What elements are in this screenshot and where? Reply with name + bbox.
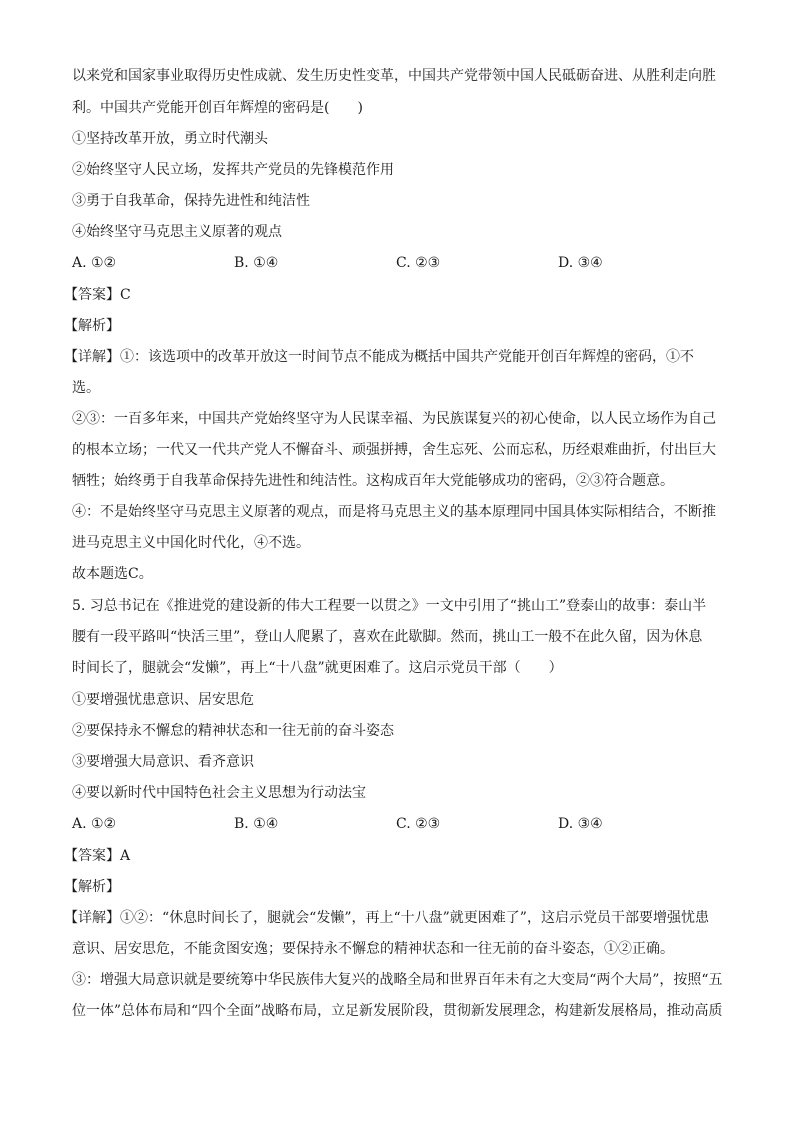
q5-option-d: D. ③④ (558, 816, 603, 832)
q4-item: ③勇于自我革命，保持先进性和纯洁性 (72, 193, 310, 209)
q4-detail-line: 选。 (72, 380, 100, 396)
q5-item: ③要增强大局意识、看齐意识 (72, 754, 254, 770)
q5-item: ①要增强忧患意识、居安思危 (72, 692, 254, 708)
q4-detail-line: 进马克思主义中国化时代化，④不选。 (72, 535, 310, 551)
q4-detail-line: ②③：一百多年来，中国共产党始终坚守为人民谋幸福、为民族谋复兴的初心使命，以人民立场作为自己 (72, 411, 716, 427)
q4-detail-line: 的根本立场；一代又一代共产党人不懈奋斗、顽强拼搏，舍生忘死、公而忘私，历经艰难曲折，付出巨大 (72, 442, 716, 458)
q5-stem-line: 时间长了，腿就会“发懒”，再上“十八盘”就更困难了。这启示党员干部（ ） (72, 660, 563, 676)
q5-detail-line: 位一体”总体布局和“四个全面”战略布局，立足新发展阶段，贯彻新发展理念，构建新发展格局，推动高质 (72, 1003, 723, 1019)
q5-option-a: A. ①② (72, 816, 117, 832)
q4-analysis-label: 【解析】 (64, 318, 120, 334)
q4-option-c: C. ②③ (396, 255, 441, 271)
q4-stem-line: 以来党和国家事业取得历史性成就、发生历史性变革，中国共产党带领中国人民砥砺奋进、从胜利走向胜 (72, 68, 716, 84)
q5-item: ②要保持永不懈怠的精神状态和一往无前的奋斗姿态 (72, 723, 394, 739)
q4-detail-line: ④：不是始终坚守马克思主义原著的观点，而是将马克思主义的基本原理同中国具体实际相结合，不断推 (72, 504, 716, 520)
q5-detail-line: ③：增强大局意识就是要统筹中华民族伟大复兴的战略全局和世界百年未有之大变局“两个大局”，按照“五 (72, 972, 723, 988)
q4-option-b: B. ①④ (234, 255, 279, 271)
q4-detail-line: 牺牲；始终勇于自我革命保持先进性和纯洁性。这构成百年大党能够成功的密码，②③符合题意。 (72, 473, 674, 489)
q4-option-d: D. ③④ (558, 255, 603, 271)
q4-item: ④始终坚守马克思主义原著的观点 (72, 224, 282, 240)
q4-option-a: A. ①② (72, 255, 117, 271)
q4-stem-line: 利。中国共产党能开创百年辉煌的密码是( ) (72, 100, 363, 116)
q4-item: ②始终坚守人民立场，发挥共产党员的先锋模范作用 (72, 162, 394, 178)
q5-option-c: C. ②③ (396, 816, 441, 832)
q5-detail-line: 【详解】①②：“休息时间长了，腿就会“发懒”，再上“十八盘”就更困难了”，这启示党员干部要增强忧患 (64, 910, 709, 926)
q4-conclusion: 故本题选C。 (72, 566, 153, 582)
q5-stem-line: 5. 习总书记在《推进党的建设新的伟大工程要一以贯之》一文中引用了“挑山工”登泰山的故事：泰山半 (72, 598, 707, 614)
q5-answer: 【答案】A (64, 848, 131, 864)
q5-analysis-label: 【解析】 (64, 879, 120, 895)
q4-detail-line: 【详解】①：该选项中的改革开放这一时间节点不能成为概括中国共产党能开创百年辉煌的密码，①不 (64, 349, 694, 365)
q5-detail-line: 意识、居安思危，不能贪图安逸；要保持永不懈怠的精神状态和一往无前的奋斗姿态，①②正确。 (72, 941, 674, 957)
q4-answer: 【答案】C (64, 287, 131, 303)
q5-item: ④要以新时代中国特色社会主义思想为行动法宝 (72, 785, 366, 801)
q4-item: ①坚持改革开放，勇立时代潮头 (72, 131, 268, 147)
q5-stem-line: 腰有一段平路叫“快活三里”，登山人爬累了，喜欢在此歇脚。然而，挑山工一般不在此久留，因为休息 (72, 629, 703, 645)
q5-option-b: B. ①④ (234, 816, 279, 832)
